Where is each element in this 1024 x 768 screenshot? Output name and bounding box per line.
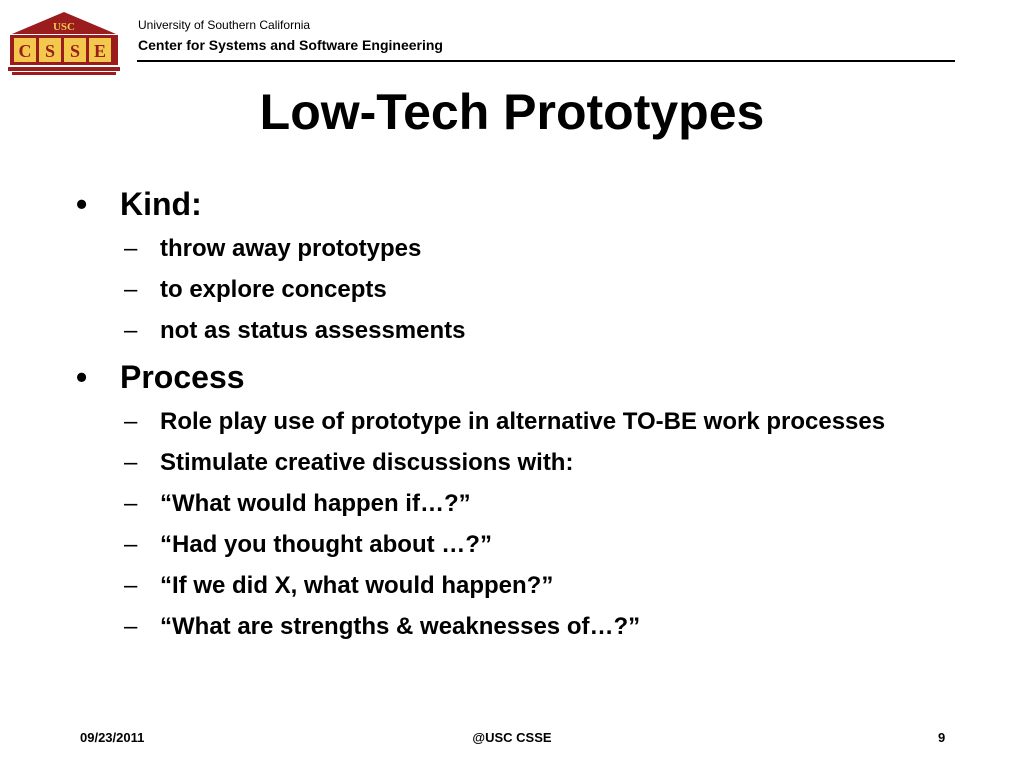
- sub-bullet: [124, 446, 952, 479]
- logo-letter: E: [93, 41, 107, 61]
- sub-bullet-text: Stimulate creative discussions with:: [160, 449, 574, 476]
- footer-date: 09/23/2011: [80, 730, 145, 745]
- logo-letter: C: [18, 41, 32, 61]
- dash-marker: –: [124, 490, 138, 517]
- dash-marker: –: [124, 449, 138, 476]
- bullet-heading: Process: [120, 359, 245, 395]
- sub-bullet: [124, 232, 952, 265]
- sub-bullet-text: Role play use of prototype in alternative TO-BE work processes: [160, 408, 886, 435]
- dash-marker: –: [124, 276, 138, 303]
- dash-marker: –: [124, 317, 138, 344]
- sub-bullet: [124, 405, 952, 438]
- sub-bullet: [124, 569, 952, 602]
- sub-bullet-text: “If we did X, what would happen?”: [160, 572, 554, 599]
- logo-letter: S: [44, 41, 56, 61]
- university-name: University of Southern California: [138, 18, 311, 32]
- sub-bullet-text: throw away prototypes: [160, 235, 422, 262]
- logo-step: [12, 72, 116, 75]
- sub-bullet: [124, 528, 952, 561]
- sub-bullet-text: to explore concepts: [160, 276, 387, 303]
- sub-bullet-text: not as status assessments: [160, 317, 466, 344]
- usc-csse-logo: [8, 10, 120, 76]
- sub-bullet: [124, 273, 952, 306]
- sub-bullet-text: “What would happen if…?”: [160, 490, 471, 517]
- dash-marker: –: [124, 613, 138, 640]
- dash-marker: –: [124, 408, 138, 435]
- footer-label: @USC CSSE: [472, 730, 552, 745]
- logo-usc-text: USC: [52, 21, 76, 33]
- organization-header: [138, 18, 443, 54]
- bullet-process: [72, 357, 952, 397]
- bullet-marker: •: [76, 186, 88, 222]
- slide-title: Low-Tech Prototypes: [259, 84, 765, 140]
- center-name: Center for Systems and Software Engineering: [138, 37, 443, 53]
- bullet-marker: •: [76, 359, 88, 395]
- logo-letter: S: [69, 41, 81, 61]
- bullet-heading: Kind:: [120, 186, 202, 222]
- sub-bullet-text: “Had you thought about …?”: [160, 531, 492, 558]
- sub-bullet: [124, 487, 952, 520]
- dash-marker: –: [124, 572, 138, 599]
- sub-bullet: [124, 610, 952, 643]
- slide-content: [72, 180, 952, 643]
- header-divider: [137, 60, 955, 62]
- page-number: 9: [938, 730, 946, 745]
- logo-step: [8, 67, 120, 71]
- sub-bullet-text: “What are strengths & weaknesses of…?”: [160, 613, 641, 640]
- bullet-kind: [72, 184, 952, 224]
- sub-bullet: [124, 314, 952, 347]
- dash-marker: –: [124, 235, 138, 262]
- dash-marker: –: [124, 531, 138, 558]
